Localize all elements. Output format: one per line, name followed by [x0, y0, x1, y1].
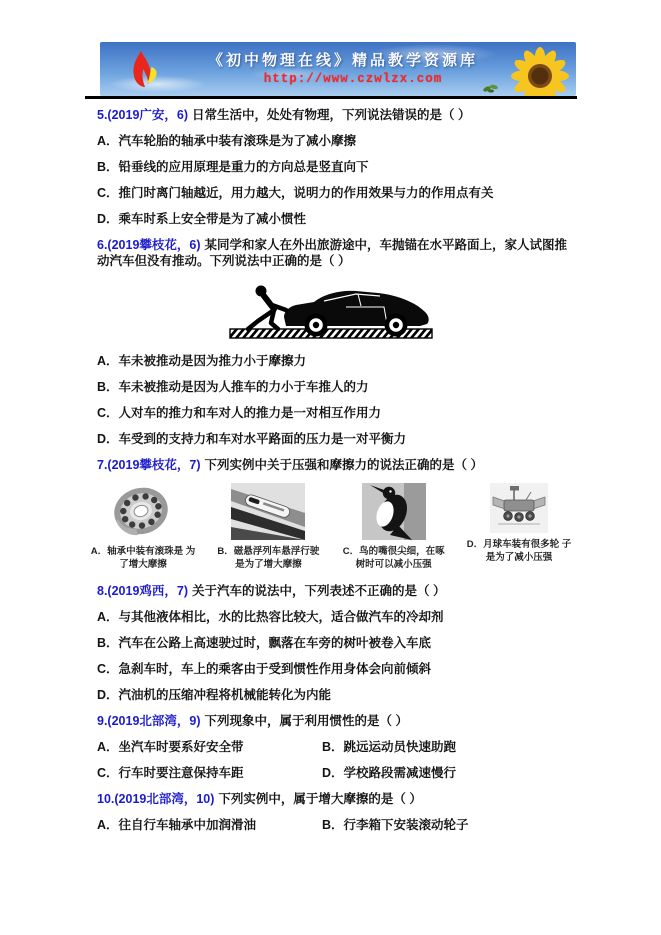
- figure-option-a: [85, 483, 201, 571]
- option: D．车受到的支持力和车对水平路面的压力是一对平衡力: [97, 432, 407, 446]
- woodpecker-image: [362, 483, 426, 540]
- sunflower-icon: [506, 44, 572, 96]
- question-header: [85, 457, 577, 473]
- question-label: 9.(2019北部湾，9): [97, 714, 201, 728]
- option: A．坐汽车时要系好安全带: [97, 740, 244, 754]
- option: A．汽车轮胎的轴承中装有滚珠是为了减小摩擦: [97, 134, 357, 148]
- question-7: [85, 457, 577, 571]
- option: A．车未被推动是因为推力小于摩擦力: [97, 354, 307, 368]
- option: B．铅垂线的应用原理是重力的方向总是竖直向下: [97, 160, 369, 174]
- question-header: [85, 107, 577, 123]
- question-header: [85, 713, 577, 729]
- figure-caption: C．鸟的嘴很尖细，在啄 树时可以减小压强: [342, 546, 445, 570]
- figure-caption: D．月球车装有很多轮 子是为了减小压强: [466, 539, 572, 563]
- document-page: [85, 42, 577, 843]
- site-url: http://www.czwlzx.com: [263, 72, 443, 86]
- question-label: 7.(2019攀枝花，7): [97, 458, 201, 472]
- question-stem: 下列实例中关于压强和摩擦力的说法正确的是（ ）: [204, 458, 483, 472]
- option: A．与其他液体相比，水的比热容比较大，适合做汽车的冷却剂: [97, 610, 444, 624]
- divider: [85, 96, 577, 99]
- site-banner: [100, 42, 576, 96]
- figure-caption: B．磁悬浮列车悬浮行驶 是为了增大摩擦: [217, 546, 320, 570]
- question-5: [85, 107, 577, 227]
- figure-option-d: [461, 483, 577, 571]
- question-10: [85, 791, 577, 833]
- question-stem: 某同学和家人在外出旅游途中，车抛锚在水平路面上，家人试图推动汽车但没有推动。下列说法中正确的是（ ）: [97, 238, 568, 268]
- push-car-illustration: [228, 279, 434, 341]
- option: B．汽车在公路上高速驶过时，飘落在车旁的树叶被卷入车底: [97, 636, 432, 650]
- option: D．汽油机的压缩冲程将机械能转化为内能: [97, 688, 332, 702]
- site-title: 《初中物理在线》精品教学资源库: [207, 52, 478, 69]
- option: B．车未被推动是因为人推车的力小于车推人的力: [97, 380, 369, 394]
- question-header: [85, 237, 577, 269]
- plant-sprig-icon: [482, 80, 500, 94]
- question-label: 10.(2019北部湾，10): [97, 792, 215, 806]
- question-9: [85, 713, 577, 781]
- question-header: [85, 583, 577, 599]
- question-label: 6.(2019攀枝花，6): [97, 238, 201, 252]
- option: B．跳远运动员快速助跑: [322, 740, 457, 754]
- option: C．推门时离门轴越近，用力越大，说明力的作用效果与力的作用点有关: [97, 186, 494, 200]
- ball-bearing-image: [110, 483, 176, 540]
- option: C．行车时要注意保持车距: [97, 766, 244, 780]
- maglev-train-image: [231, 483, 305, 540]
- figure-caption: A．轴承中装有滚珠是 为了增大摩擦: [90, 546, 196, 570]
- question-stem: 日常生活中，处处有物理，下列说法错误的是（ ）: [192, 108, 471, 122]
- question-8: [85, 583, 577, 703]
- option: D．学校路段需减速慢行: [322, 766, 457, 780]
- option-grid: [85, 817, 577, 833]
- question-label: 5.(2019广安，6): [97, 108, 189, 122]
- option-grid: [85, 739, 577, 781]
- option: B．行李箱下安装滚动轮子: [322, 818, 469, 832]
- question-6: [85, 237, 577, 447]
- question-stem: 下列实例中，属于增大摩擦的是（ ）: [218, 792, 422, 806]
- figure-row: [85, 483, 577, 571]
- option: A．往自行车轴承中加润滑油: [97, 818, 257, 832]
- option: D．乘车时系上安全带是为了减小惯性: [97, 212, 307, 226]
- flame-logo-icon: [126, 49, 164, 91]
- question-stem: 关于汽车的说法中，下列表述不正确的是（ ）: [192, 584, 446, 598]
- figure-option-b: [210, 483, 326, 571]
- question-label: 8.(2019鸡西，7): [97, 584, 189, 598]
- option: C．急刹车时，车上的乘客由于受到惯性作用身体会向前倾斜: [97, 662, 432, 676]
- figure-option-c: [336, 483, 452, 571]
- question-stem: 下列现象中，属于利用惯性的是（ ）: [204, 714, 408, 728]
- question-header: [85, 791, 577, 807]
- option: C．人对车的推力和车对人的推力是一对相互作用力: [97, 406, 382, 420]
- lunar-rover-image: [490, 483, 548, 533]
